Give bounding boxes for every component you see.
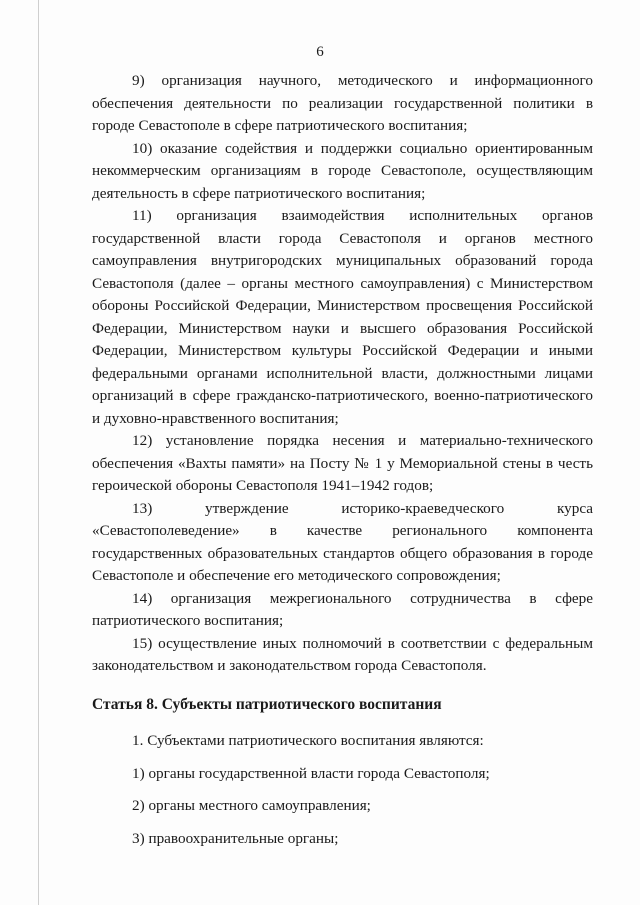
list-item-14: 14) организация межрегионального сотрудничества в сфере патриотического воспитания; (92, 589, 593, 629)
list-item-12: 12) установление порядка несения и материально-технического обеспечения «Вахты памяти» на Посту № 1 у Мемориальной стены в честь героической обороны Севастополя 1941–1942 годов; (92, 432, 593, 494)
article-heading: Статья 8. Субъекты патриотического воспитания (92, 695, 442, 713)
article-subject-1: 1) органы государственной власти города Севастополя; (132, 764, 490, 782)
scan-edge-line (38, 0, 39, 905)
list-item-10: 10) оказание содействия и поддержки социально ориентированным некоммерческим организациям в городе Севастополе, осуществляющим деятельность в сфере патриотического воспитания; (92, 139, 593, 202)
page-number: 6 (316, 44, 324, 60)
list-item-9: 9) организация научного, методического и информационного обеспечения деятельности по реализации государственной политики в городе Севастополе в сфере патриотического воспитания; (92, 72, 593, 134)
document-body (92, 70, 593, 860)
list-item-11: 11) организация взаимодействия исполнительных органов государственной власти города Севастополя и органов местного самоуправления внутригородских муниципальных образований города Севастополя (далее – органы местного самоуправления) с Министерством обороны Российской Федерации, Министерством просвещения Российской Федерации, Министерством науки и высшего образования Российской Федерации, Министерством культуры Российской Федерации и иными федеральными органами исполнительной власти, должностными лицами организаций в сфере гражданско-патриотического, военно-патриотического и духовно-нравственного воспитания; (92, 207, 593, 427)
article-intro-line: 1. Субъектами патриотического воспитания являются: (132, 732, 484, 749)
list-item-13: 13) утверждение историко-краеведческого курса «Севастополеведение» в качестве регионального компонента государственных образовательных стандартов общего образования в городе Севастополе и обеспечение его методического сопровождения; (92, 499, 593, 584)
article-subject-2: 2) органы местного самоуправления; (132, 797, 371, 814)
list-item-15: 15) осуществление иных полномочий в соответствии с федеральным законодательством и законодательством города Севастополя. (92, 634, 593, 674)
article-subject-3: 3) правоохранительные органы; (132, 829, 339, 847)
